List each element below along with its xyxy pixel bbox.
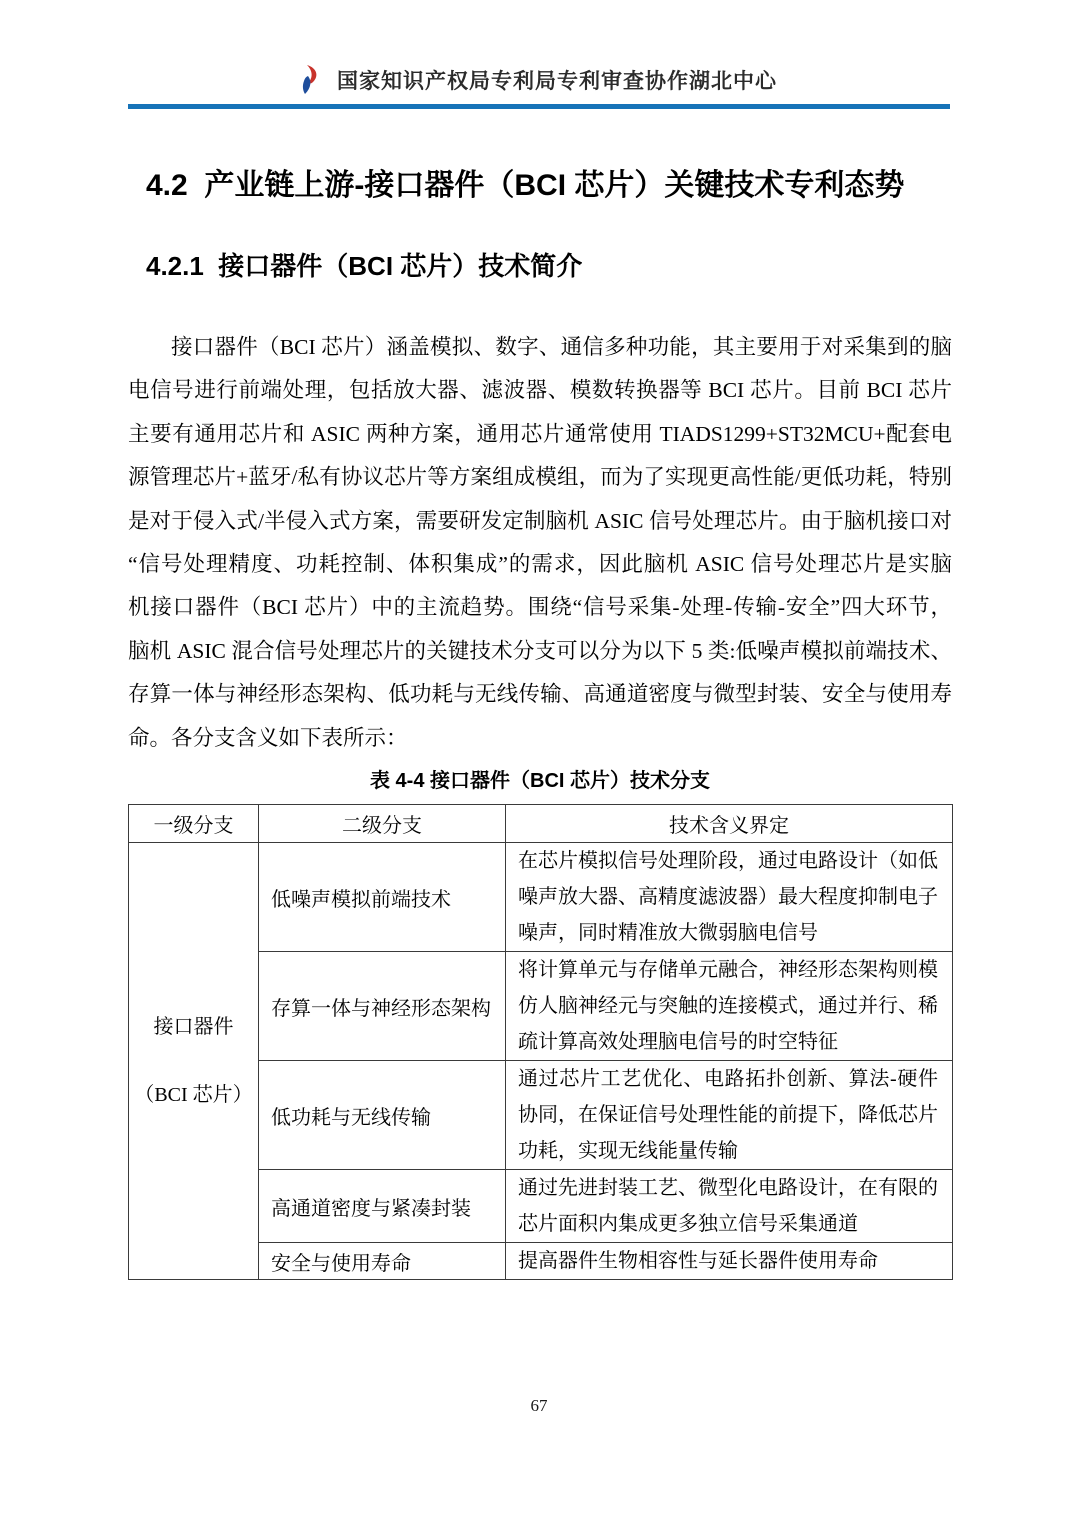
paragraph-line: 源管理芯片+蓝牙/私有协议芯片等方案组成模组，而为了实现更高性能/更低功耗，特别 <box>128 465 952 490</box>
paragraph-line: 接口器件（BCI 芯片）涵盖模拟、数字、通信多种功能，其主要用于对采集到的脑 <box>171 335 952 359</box>
branch-cell: 高通道密度与紧凑封装 <box>259 1170 506 1243</box>
definition-cell: 通过芯片工艺优化、电路拓扑创新、算法-硬件协同，在保证信号处理性能的前提下，降低芯片功耗，实现无线能量传输 <box>506 1061 953 1170</box>
level1-cell <box>129 843 259 1280</box>
definition-cell: 提高器件生物相容性与延长器件使用寿命 <box>506 1243 953 1280</box>
page-header <box>128 64 950 96</box>
branch-cell: 低噪声模拟前端技术 <box>259 843 506 952</box>
subsection-heading: 4.2.1 接口器件（BCI 芯片）技术简介 <box>146 251 583 281</box>
paragraph-line: 脑机 ASIC 混合信号处理芯片的关键技术分支可以分为以下 5 类:低噪声模拟前端技术、 <box>128 638 952 663</box>
paragraph-line: 机接口器件（BCI 芯片）中的主流趋势。围绕“信号采集-处理-传输-安全”四大环节， <box>128 595 952 620</box>
table-caption: 表 4-4 接口器件（BCI 芯片）技术分支 <box>369 770 711 792</box>
table-row <box>129 843 953 952</box>
branch-cell: 安全与使用寿命 <box>259 1243 506 1280</box>
page-number: 67 <box>530 1396 548 1415</box>
paragraph-line: 存算一体与神经形态架构、低功耗与无线传输、高通道密度与微型封装、安全与使用寿 <box>128 682 952 707</box>
paragraph-line: 主要有通用芯片和 ASIC 两种方案，通用芯片通常使用 TIADS1299+ST32MCU+配套电 <box>128 421 952 446</box>
definition-cell: 在芯片模拟信号处理阶段，通过电路设计（如低噪声放大器、高精度滤波器）最大程度抑制电子噪声，同时精准放大微弱脑电信号 <box>506 843 953 952</box>
column-header-level2: 二级分支 <box>259 805 506 843</box>
column-header-level1: 一级分支 <box>129 805 259 843</box>
level1-line: 接口器件 <box>153 1016 234 1038</box>
org-logo-icon <box>301 64 323 96</box>
level1-line: （BCI 芯片） <box>134 1084 253 1106</box>
column-header-definition: 技术含义界定 <box>506 805 953 843</box>
table-header-row <box>129 805 953 843</box>
paragraph-line: 命。各分支含义如下表所示： <box>128 725 408 750</box>
paragraph-line: “信号处理精度、功耗控制、体积集成”的需求，因此脑机 ASIC 信号处理芯片是实脑 <box>128 551 952 576</box>
definition-cell: 将计算单元与存储单元融合，神经形态架构则模仿人脑神经元与突触的连接模式，通过并行、稀疏计算高效处理脑电信号的时空特征 <box>506 952 953 1061</box>
header-rule <box>128 104 950 109</box>
org-name: 国家知识产权局专利局专利审查协作湖北中心 <box>337 70 777 93</box>
paragraph-line: 电信号进行前端处理，包括放大器、滤波器、模数转换器等 BCI 芯片。目前 BCI 芯片 <box>128 378 952 403</box>
body-paragraph <box>128 326 952 760</box>
branch-cell: 存算一体与神经形态架构 <box>259 952 506 1061</box>
definition-cell: 通过先进封装工艺、微型化电路设计，在有限的芯片面积内集成更多独立信号采集通道 <box>506 1170 953 1243</box>
tech-branch-table <box>128 804 953 1280</box>
branch-cell: 低功耗与无线传输 <box>259 1061 506 1170</box>
paragraph-line: 是对于侵入式/半侵入式方案，需要研发定制脑机 ASIC 信号处理芯片。由于脑机接口对 <box>128 508 952 533</box>
section-heading: 4.2 产业链上游-接口器件（BCI 芯片）关键技术专利态势 <box>146 169 905 202</box>
